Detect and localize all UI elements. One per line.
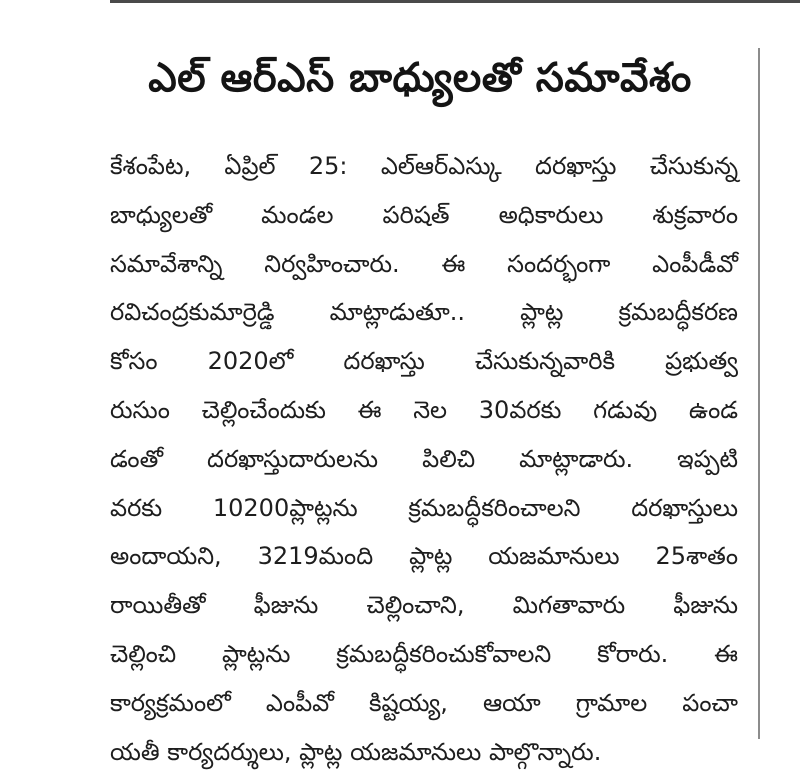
article-line: వరకు 10200ప్లాట్లను క్రమబద్ధీకరించాలని దరఖాస్తులు xyxy=(110,493,738,522)
headline: ఎల్ ఆర్ఎస్ బాధ్యులతో సమావేశం xyxy=(148,55,692,101)
article-line: సమావేశాన్ని నిర్వహించారు. ఈ సందర్భంగా ఎంపీడీవో xyxy=(110,249,738,278)
article-line-last: యతీ కార్యదర్శులు, ప్లాట్ల యజమానులు పాల్గొన్నారు. xyxy=(110,737,602,766)
article-line: అందాయని, 3219మంది ప్లాట్ల యజమానులు 25శాతం xyxy=(110,542,738,571)
article-line: రాయితీతో ఫీజును చెల్లించాని, మిగతావారు ఫీజును xyxy=(110,591,738,620)
column-rule xyxy=(758,48,760,739)
article-body xyxy=(110,142,738,776)
article-line: కేశంపేట, ఏప్రిల్ 25: ఎల్ఆర్ఎస్కు దరఖాస్తు చేసుకున్న xyxy=(110,152,738,180)
article-line: బాధ్యులతో మండల పరిషత్ అధికారులు శుక్రవారం xyxy=(110,200,738,229)
article-line: కోసం 2020లో దరఖాస్తు చేసుకున్నవారికి ప్రభుత్వ xyxy=(110,347,738,376)
article-line: కార్యక్రమంలో ఎంపీవో కిష్టయ్య, ఆయా గ్రామాల పంచా xyxy=(110,688,738,717)
article-line: రుసుం చెల్లించేందుకు ఈ నెల 30వరకు గడువు ఉండ xyxy=(110,395,738,424)
article-line: డంతో దరఖాస్తుదారులను పిలిచి మాట్లాడారు. ఇప్పటి xyxy=(110,444,738,473)
article-line: చెల్లించి ప్లాట్లను క్రమబద్ధీకరించుకోవాలని కోరారు. ఈ xyxy=(110,639,738,668)
article-line: రవిచంద్రకుమార్రెడ్డి మాట్లాడుతూ.. ప్లాట్ల క్రమబద్ధీకరణ xyxy=(110,298,738,327)
top-rule xyxy=(110,0,800,3)
